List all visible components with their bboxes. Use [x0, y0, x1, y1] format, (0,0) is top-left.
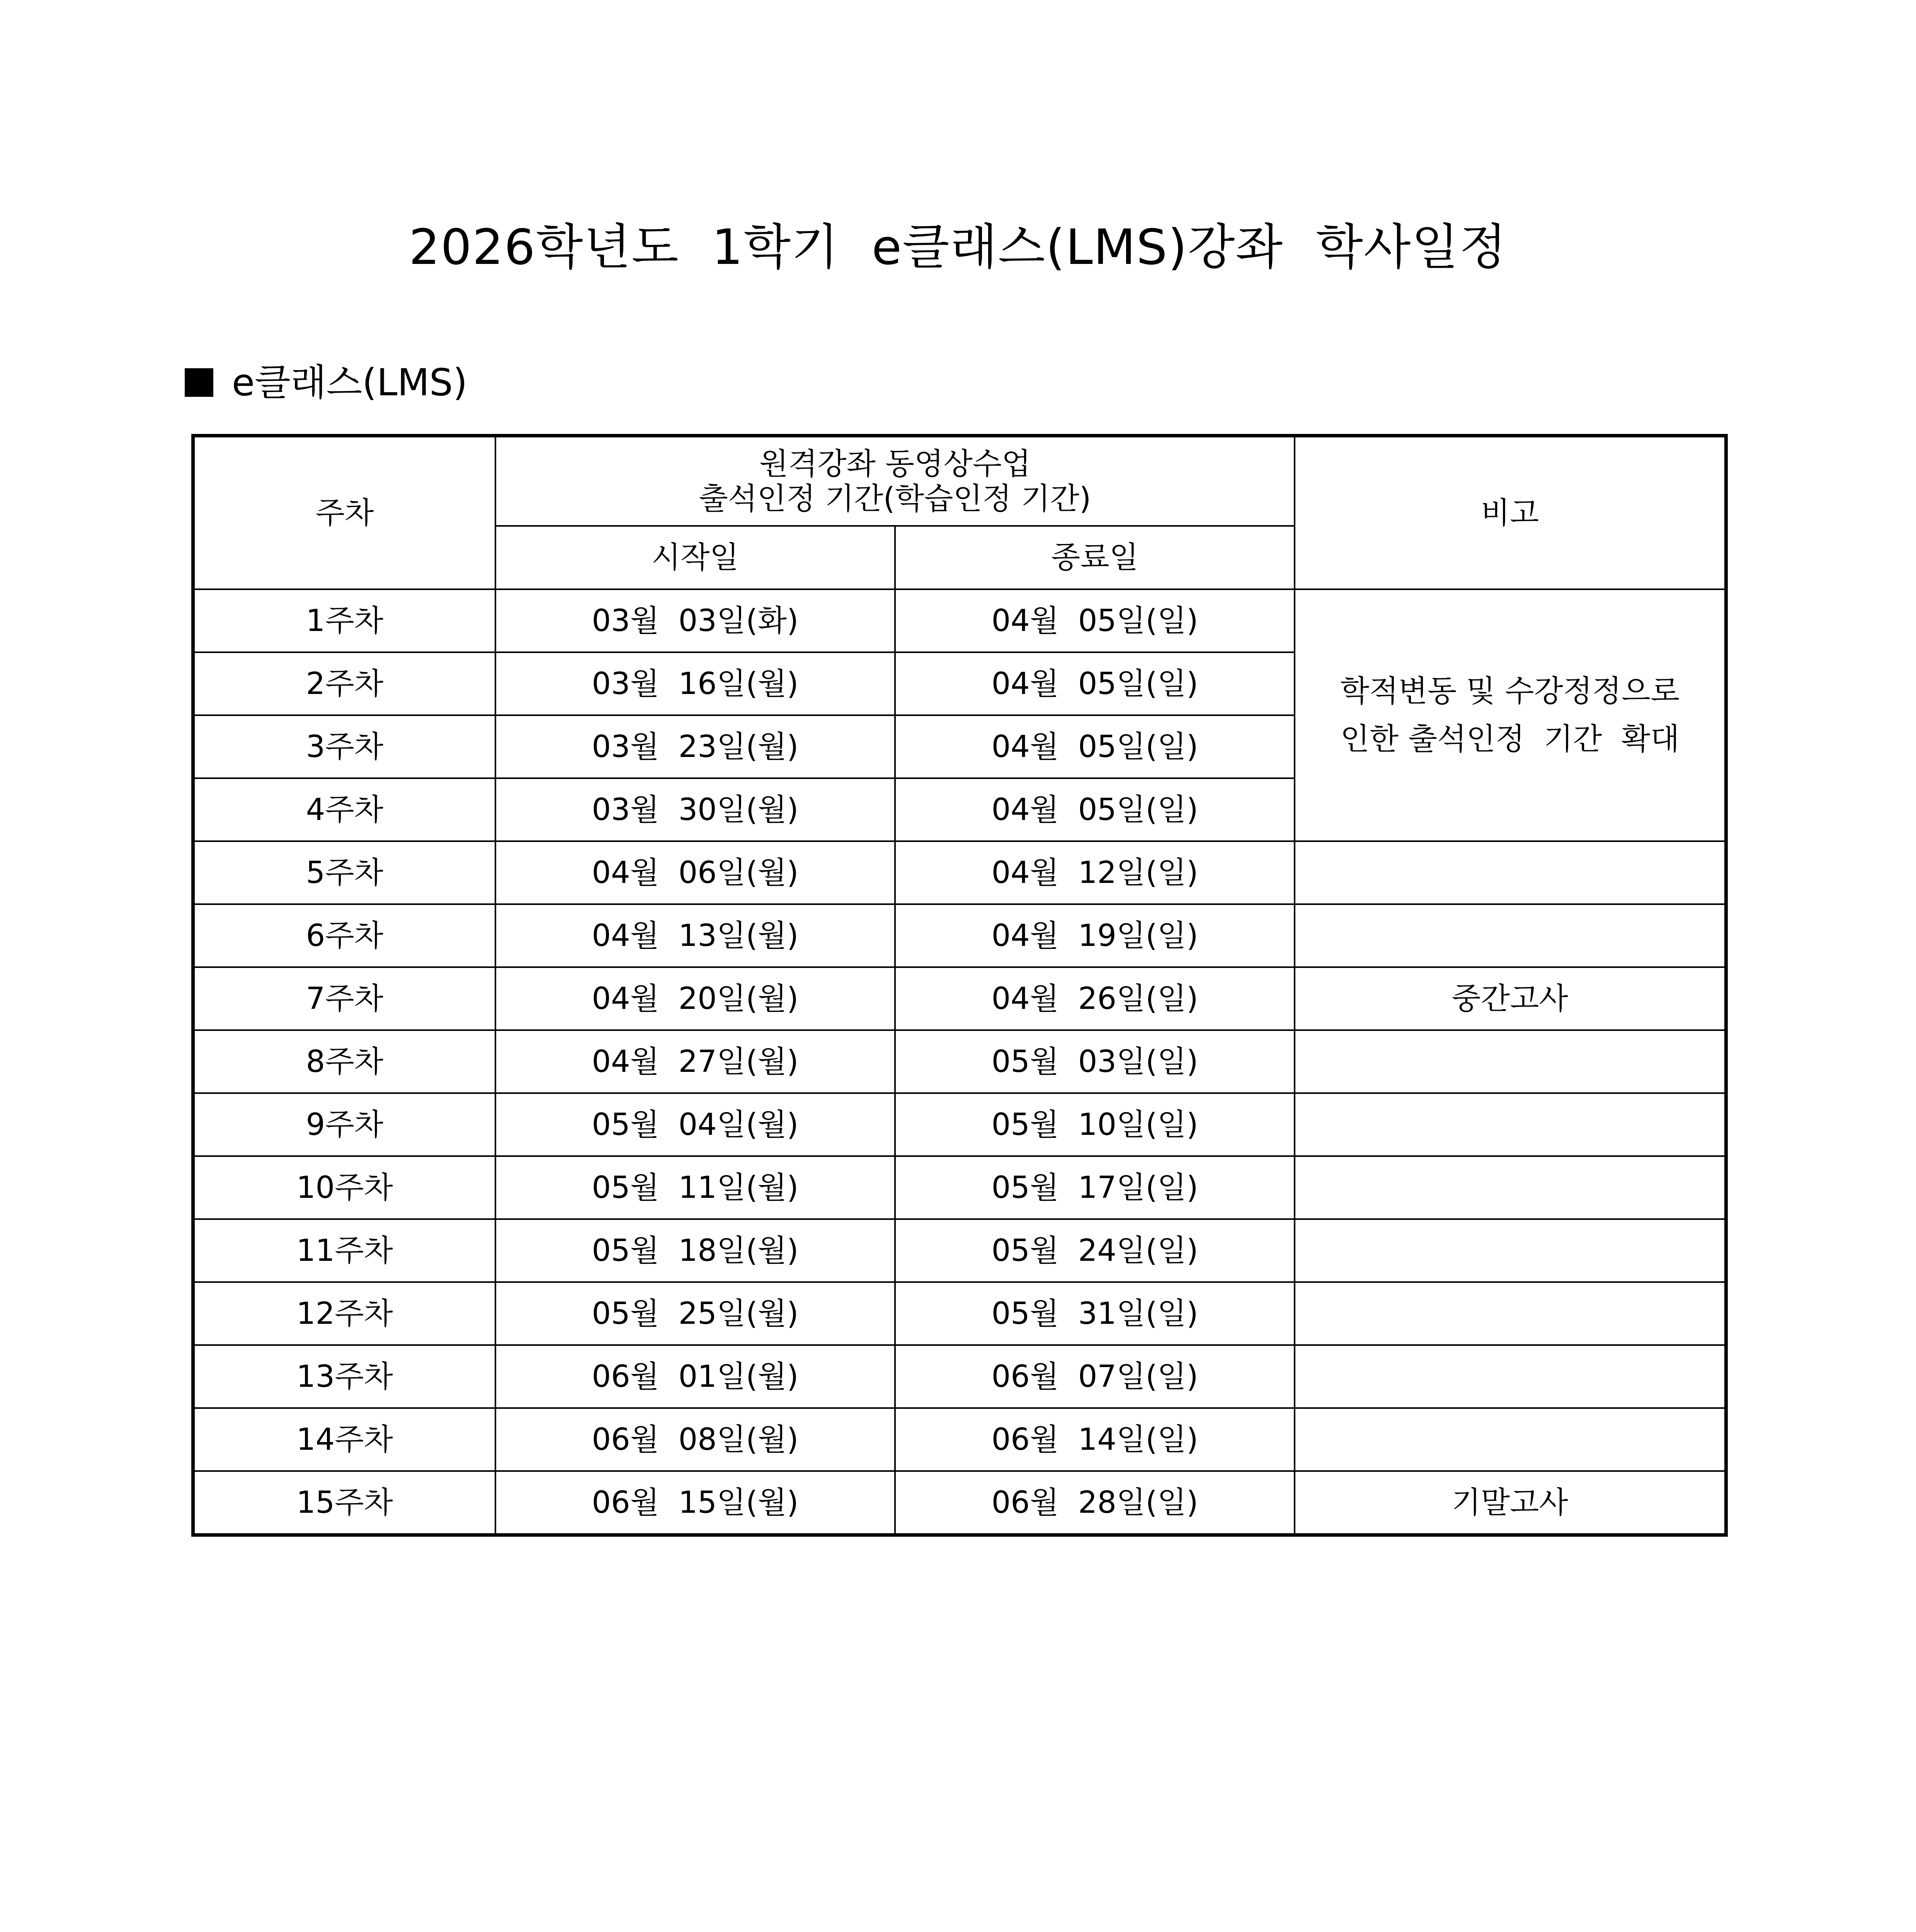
- merged-note-cell: [1295, 589, 1726, 841]
- end-date-cell: 06월 28일(일): [895, 1471, 1295, 1535]
- week-cell: 2주차: [193, 652, 495, 715]
- black-square-icon: [185, 368, 213, 397]
- header-period: [495, 436, 1295, 526]
- header-note: 비고: [1295, 436, 1726, 590]
- start-date-cell: 04월 27일(월): [495, 1030, 895, 1093]
- end-date-cell: 04월 05일(일): [895, 778, 1295, 841]
- week-cell: 3주차: [193, 715, 495, 778]
- week-cell: 15주차: [193, 1471, 495, 1535]
- start-date-cell: 05월 11일(월): [495, 1156, 895, 1219]
- note-cell: [1295, 1345, 1726, 1408]
- end-date-cell: 05월 17일(일): [895, 1156, 1295, 1219]
- end-date-cell: 05월 31일(일): [895, 1282, 1295, 1345]
- week-cell: 7주차: [193, 967, 495, 1030]
- table-row: [193, 841, 1726, 904]
- start-date-cell: 04월 13일(월): [495, 904, 895, 967]
- table-row: [193, 1156, 1726, 1219]
- end-date-cell: 04월 05일(일): [895, 589, 1295, 652]
- table-row: [193, 1345, 1726, 1408]
- week-cell: 4주차: [193, 778, 495, 841]
- note-cell: [1295, 904, 1726, 967]
- start-date-cell: 03월 16일(월): [495, 652, 895, 715]
- table-row: [193, 1282, 1726, 1345]
- note-cell: [1295, 1282, 1726, 1345]
- note-cell: 기말고사: [1295, 1471, 1726, 1535]
- table-row: [193, 904, 1726, 967]
- page-title: 2026학년도 1학기 e클래스(LMS)강좌 학사일정: [409, 219, 1507, 276]
- week-cell: 6주차: [193, 904, 495, 967]
- table-row: [193, 589, 1726, 652]
- end-date-cell: 04월 12일(일): [895, 841, 1295, 904]
- header-end-date: 종료일: [895, 526, 1295, 589]
- note-cell: [1295, 841, 1726, 904]
- week-cell: 1주차: [193, 589, 495, 652]
- section-heading-label: e클래스(LMS): [232, 361, 468, 404]
- week-cell: 9주차: [193, 1093, 495, 1156]
- start-date-cell: 04월 06일(월): [495, 841, 895, 904]
- end-date-cell: 05월 10일(일): [895, 1093, 1295, 1156]
- start-date-cell: 04월 20일(월): [495, 967, 895, 1030]
- end-date-cell: 05월 24일(일): [895, 1219, 1295, 1282]
- week-cell: 13주차: [193, 1345, 495, 1408]
- table-row: [193, 1471, 1726, 1535]
- start-date-cell: 03월 30일(월): [495, 778, 895, 841]
- week-cell: 11주차: [193, 1219, 495, 1282]
- note-cell: [1295, 1408, 1726, 1471]
- table-row: [193, 1219, 1726, 1282]
- start-date-cell: 06월 15일(월): [495, 1471, 895, 1535]
- table-row: [193, 1408, 1726, 1471]
- start-date-cell: 05월 25일(월): [495, 1282, 895, 1345]
- merged-note-line2: 인한 출석인정 기간 확대: [1340, 722, 1679, 757]
- note-cell: [1295, 1156, 1726, 1219]
- end-date-cell: 06월 07일(일): [895, 1345, 1295, 1408]
- header-week: 주차: [193, 436, 495, 590]
- note-cell: 중간고사: [1295, 967, 1726, 1030]
- header-period-line2: 출석인정 기간(학습인정 기간): [699, 481, 1091, 516]
- start-date-cell: 05월 18일(월): [495, 1219, 895, 1282]
- end-date-cell: 06월 14일(일): [895, 1408, 1295, 1471]
- merged-note-line1: 학적변동 및 수강정정으로: [1340, 674, 1680, 709]
- start-date-cell: 05월 04일(월): [495, 1093, 895, 1156]
- end-date-cell: 05월 03일(일): [895, 1030, 1295, 1093]
- table-row: [193, 1030, 1726, 1093]
- start-date-cell: 06월 08일(월): [495, 1408, 895, 1471]
- section-heading: [185, 357, 467, 408]
- week-cell: 10주차: [193, 1156, 495, 1219]
- week-cell: 12주차: [193, 1282, 495, 1345]
- note-cell: [1295, 1219, 1726, 1282]
- start-date-cell: 06월 01일(월): [495, 1345, 895, 1408]
- header-period-line1: 원격강좌 동영상수업: [759, 446, 1031, 481]
- note-cell: [1295, 1093, 1726, 1156]
- header-start-date: 시작일: [495, 526, 895, 589]
- end-date-cell: 04월 19일(일): [895, 904, 1295, 967]
- end-date-cell: 04월 05일(일): [895, 652, 1295, 715]
- week-cell: 8주차: [193, 1030, 495, 1093]
- week-cell: 5주차: [193, 841, 495, 904]
- note-cell: [1295, 1030, 1726, 1093]
- table-row: [193, 1093, 1726, 1156]
- schedule-table: [191, 434, 1728, 1537]
- table-row: [193, 967, 1726, 1030]
- start-date-cell: 03월 23일(월): [495, 715, 895, 778]
- week-cell: 14주차: [193, 1408, 495, 1471]
- start-date-cell: 03월 03일(화): [495, 589, 895, 652]
- end-date-cell: 04월 05일(일): [895, 715, 1295, 778]
- end-date-cell: 04월 26일(일): [895, 967, 1295, 1030]
- table-header-row: [193, 436, 1726, 526]
